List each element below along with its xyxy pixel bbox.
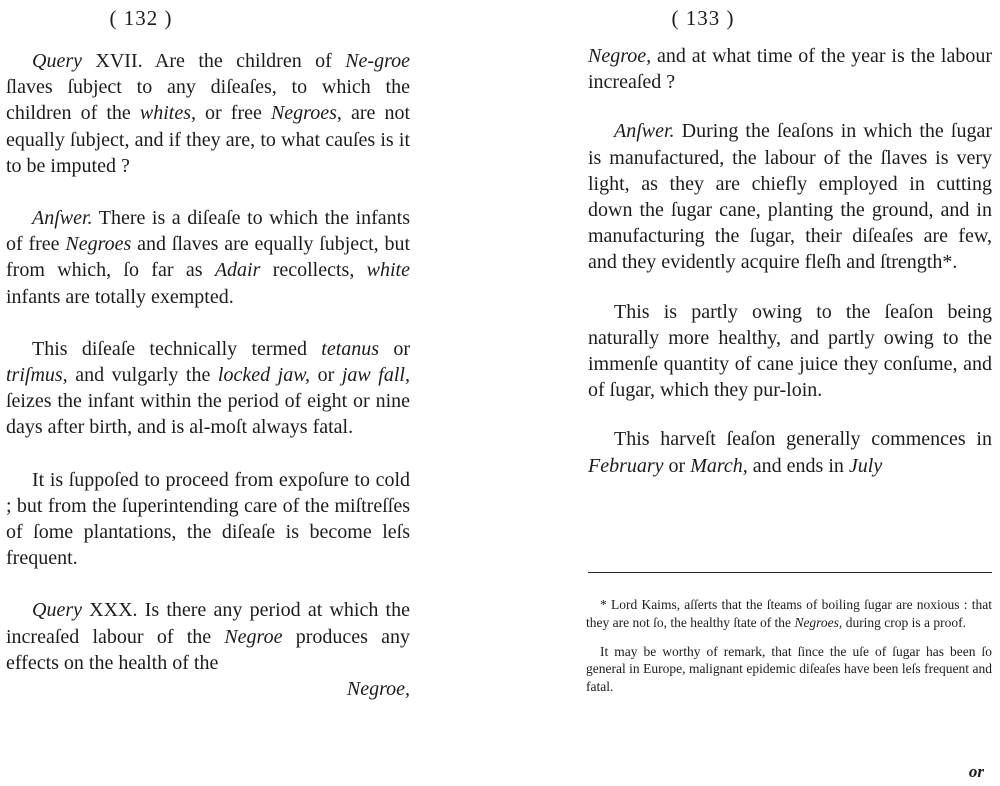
italic-run: triſmus, xyxy=(6,364,68,387)
text-run: and ends in xyxy=(747,454,849,477)
text-run: recollects, xyxy=(260,259,367,282)
text-run: and at what time of the year is the labour increaſed ? xyxy=(588,45,992,94)
text-run: or xyxy=(310,364,342,387)
query-label: Query xyxy=(32,599,82,622)
text-run: are not equally ſubject, and if they are, to what cauſes is it to be imputed ? xyxy=(6,102,410,177)
left-page xyxy=(0,0,430,786)
text-run: or xyxy=(663,454,691,477)
italic-run: July xyxy=(848,454,883,477)
query-label: Query xyxy=(32,50,82,72)
italic-run: locked jaw, xyxy=(217,364,311,387)
footnote-kaims xyxy=(586,596,992,632)
italic-run: Negroes, xyxy=(794,614,843,630)
right-paragraph-harvest xyxy=(588,426,992,478)
text-run: produces any effects on the health of the xyxy=(6,625,410,674)
right-body-text xyxy=(588,43,992,479)
text-run: or free xyxy=(195,102,271,125)
query-number: XVII. xyxy=(81,50,143,72)
italic-run: Negroe, xyxy=(588,45,652,67)
left-paragraph-exposure xyxy=(6,467,410,572)
text-run: infants are totally exempted. xyxy=(6,285,234,308)
text-run: Are the children of xyxy=(142,50,346,72)
text-run: ſlaves ſubject to any diſeaſes, to which the children of the xyxy=(6,76,410,125)
right-page xyxy=(582,0,994,786)
italic-run: tetanus xyxy=(321,337,380,360)
left-paragraph-query-xvii xyxy=(6,48,410,179)
left-catchword xyxy=(6,676,410,702)
text-run: This harveſt ſeaſon generally commences in xyxy=(614,428,992,451)
text-run: During the ſeaſons in which the ſugar is manufactured, the labour of the ſlaves is very light, as they are chiefly employed in cutting down the ſugar cane, planting the ground, and in manufacturing the ſugar, their diſeaſes are few, and they evidently acquire fleſh and ſtrength*. xyxy=(588,120,992,274)
left-paragraph-answer xyxy=(6,205,410,310)
footnote-divider xyxy=(588,572,992,573)
italic-run: Negroe xyxy=(224,625,283,648)
italic-run: white xyxy=(366,259,410,282)
italic-run: whites, xyxy=(139,102,196,125)
italic-run: jaw fall, xyxy=(341,364,410,387)
text-run: This is partly owing to the ſeaſon being naturally more healthy, and partly owing to the immenſe quantity of cane juice they conſume, and of ſugar, which they pur-loin. xyxy=(588,300,992,402)
text-run: Is there any period at which the increaſed labour of the xyxy=(6,599,410,648)
right-paragraph-season xyxy=(588,299,992,404)
catchword-text: Negroe, xyxy=(346,678,410,701)
text-run: ſeizes the infant within the period of eight or nine days after birth, and is al-moſt always fatal. xyxy=(6,390,410,439)
text-run: This diſeaſe technically termed xyxy=(32,337,322,360)
italic-run: March, xyxy=(690,454,748,477)
text-run: There is a diſeaſe to which the infants of free xyxy=(6,207,410,256)
text-run: * Lord Kaims, aſſerts that the ſteams of boiling ſugar are noxious : that they are not ſo, the healthy ſtate of the xyxy=(586,597,992,630)
page-number-left: ( 132 ) xyxy=(109,6,173,30)
text-run: and vulgarly the xyxy=(67,364,218,387)
italic-run: Adair xyxy=(214,259,261,282)
left-body-text xyxy=(6,48,410,702)
answer-label: Anſwer. xyxy=(614,120,675,143)
italic-run: Negroes xyxy=(65,233,132,256)
text-run: It may be worthy of remark, that ſince the uſe of ſugar has been ſo general in Europe, malignant epidemic diſeaſes have been leſs frequent and fatal. xyxy=(586,643,992,695)
query-number: XXX. xyxy=(81,599,138,622)
right-paragraph-answer xyxy=(588,118,992,275)
text-run: It is ſuppoſed to proceed from expoſure to cold ; but from the ſuperintending care of the miſtreſſes of ſome plantations, the diſeaſe is become leſs frequent. xyxy=(6,468,410,570)
footnotes xyxy=(586,596,992,696)
italic-run: Negroes, xyxy=(270,102,342,125)
text-run: and ſlaves are equally ſubject, but from which, ſo far as xyxy=(6,233,410,282)
answer-label: Anſwer. xyxy=(32,207,93,230)
text-run: during crop is a proof. xyxy=(842,614,967,630)
right-catchword: or xyxy=(968,762,984,781)
page-number-right: ( 133 ) xyxy=(671,6,735,30)
italic-run: Ne-groe xyxy=(345,50,410,72)
italic-run: February xyxy=(588,454,664,477)
right-paragraph-continuation xyxy=(588,43,992,95)
text-run: or xyxy=(379,337,410,360)
footnote-sugar-remark xyxy=(586,643,992,696)
left-paragraph-query-xxx xyxy=(6,597,410,676)
left-paragraph-tetanus xyxy=(6,336,410,441)
